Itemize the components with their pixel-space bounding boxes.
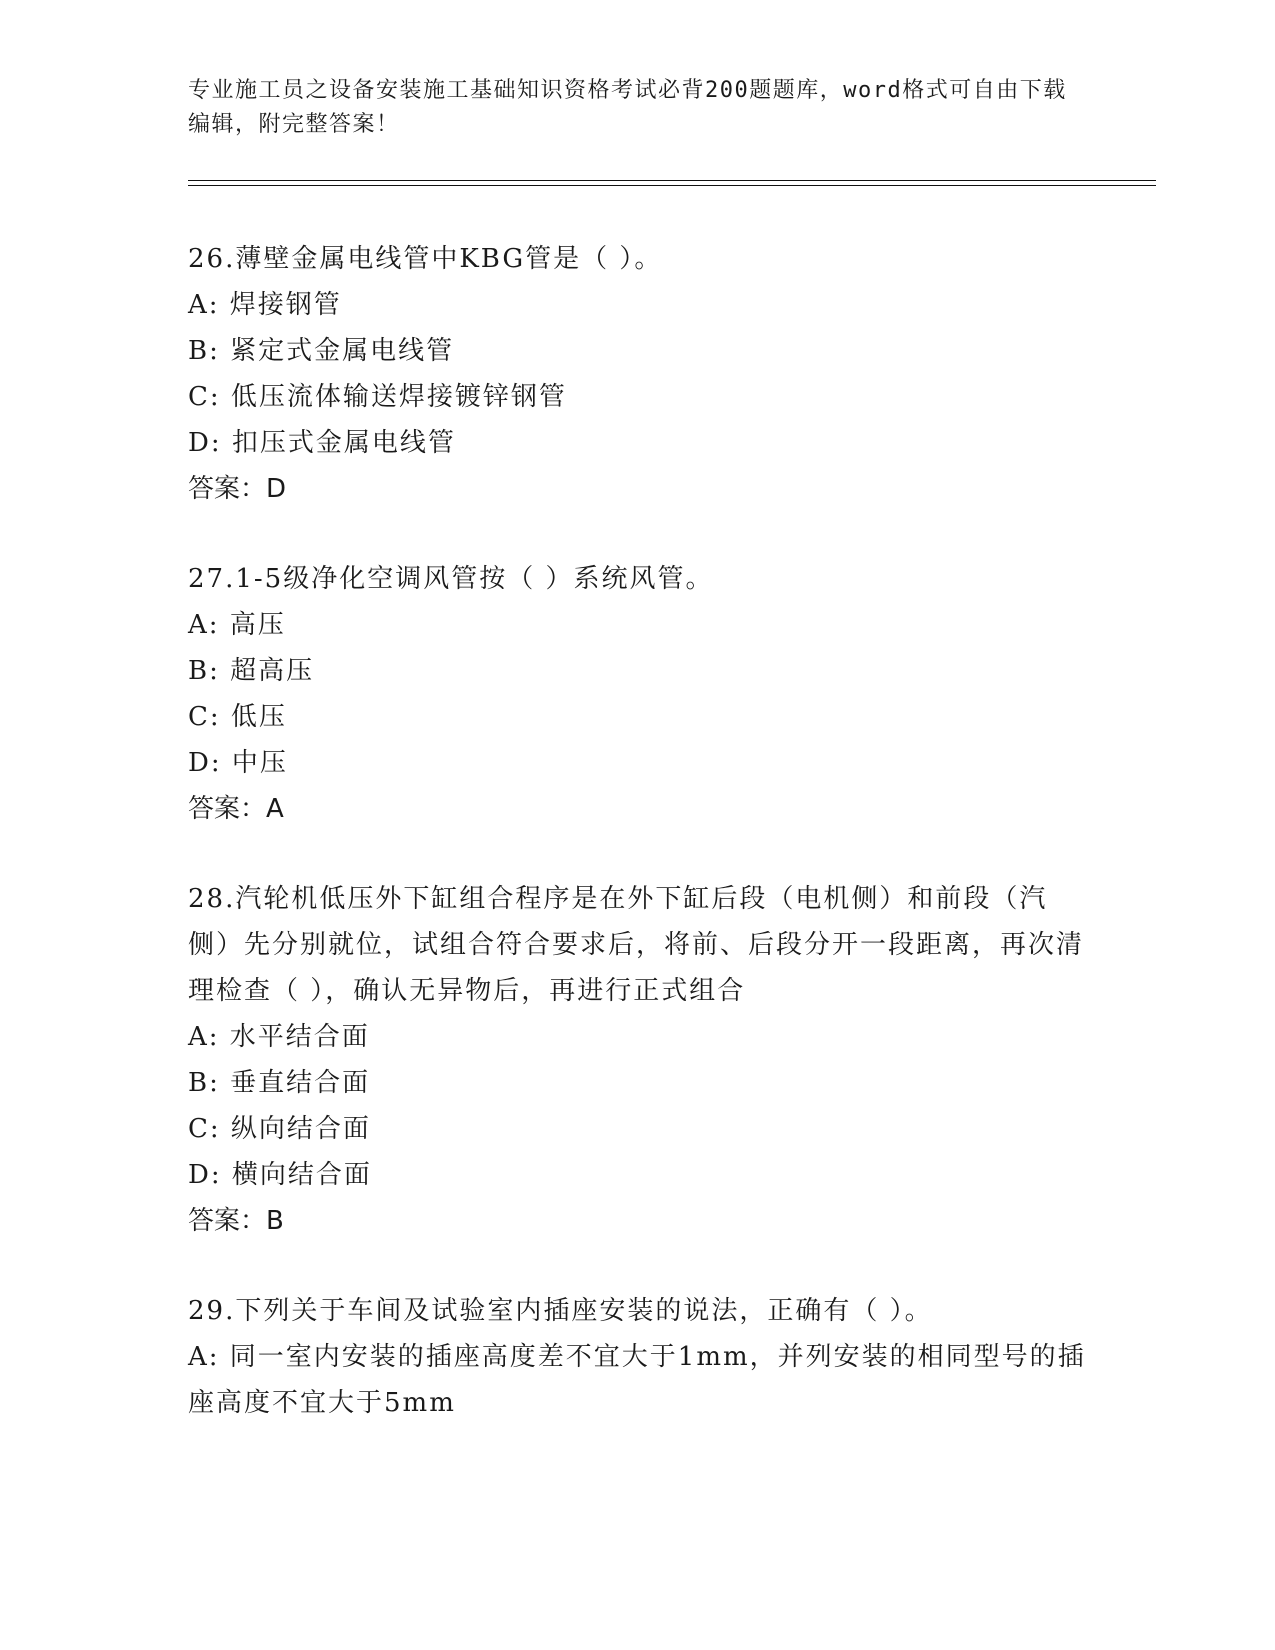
option-d: D: 扣压式金属电线管 [188, 428, 456, 458]
option-b: B: 垂直结合面 [188, 1068, 371, 1098]
question-27 [188, 556, 1088, 832]
header-divider-top [188, 180, 1156, 181]
document-header: 专业施工员之设备安装施工基础知识资格考试必背200题题库，word格式可自由下载编辑，附完整答案！ [188, 78, 1067, 137]
option-c: C: 纵向结合面 [188, 1114, 371, 1144]
option-a: A: 同一室内安装的插座高度差不宜大于1mm，并列安装的相同型号的插座高度不宜大于5mm [188, 1342, 1086, 1418]
question-26 [188, 236, 1088, 512]
question-list [188, 236, 1088, 1470]
question-29 [188, 1288, 1088, 1426]
answer: 答案：B [188, 1206, 284, 1236]
header-divider-bottom [188, 185, 1156, 186]
option-b: B: 紧定式金属电线管 [188, 336, 455, 366]
answer: 答案：D [188, 474, 287, 504]
question-stem: 28.汽轮机低压外下缸组合程序是在外下缸后段（电机侧）和前段（汽侧）先分别就位，试组合符合要求后，将前、后段分开一段距离，再次清理检查（ ），确认无异物后，再进行正式组合 [188, 884, 1085, 1006]
option-b: B: 超高压 [188, 656, 315, 686]
question-stem: 26.薄壁金属电线管中KBG管是（ ）。 [188, 244, 663, 274]
option-c: C: 低压流体输送焊接镀锌钢管 [188, 382, 567, 412]
option-c: C: 低压 [188, 702, 287, 732]
option-a: A: 焊接钢管 [188, 290, 342, 320]
question-28 [188, 876, 1088, 1244]
option-d: D: 中压 [188, 748, 288, 778]
option-a: A: 水平结合面 [188, 1022, 370, 1052]
option-d: D: 横向结合面 [188, 1160, 372, 1190]
answer: 答案：A [188, 794, 284, 824]
option-a: A: 高压 [188, 610, 286, 640]
question-stem: 27.1-5级净化空调风管按（ ）系统风管。 [188, 564, 714, 594]
question-stem: 29.下列关于车间及试验室内插座安装的说法，正确有（ ）。 [188, 1296, 933, 1326]
